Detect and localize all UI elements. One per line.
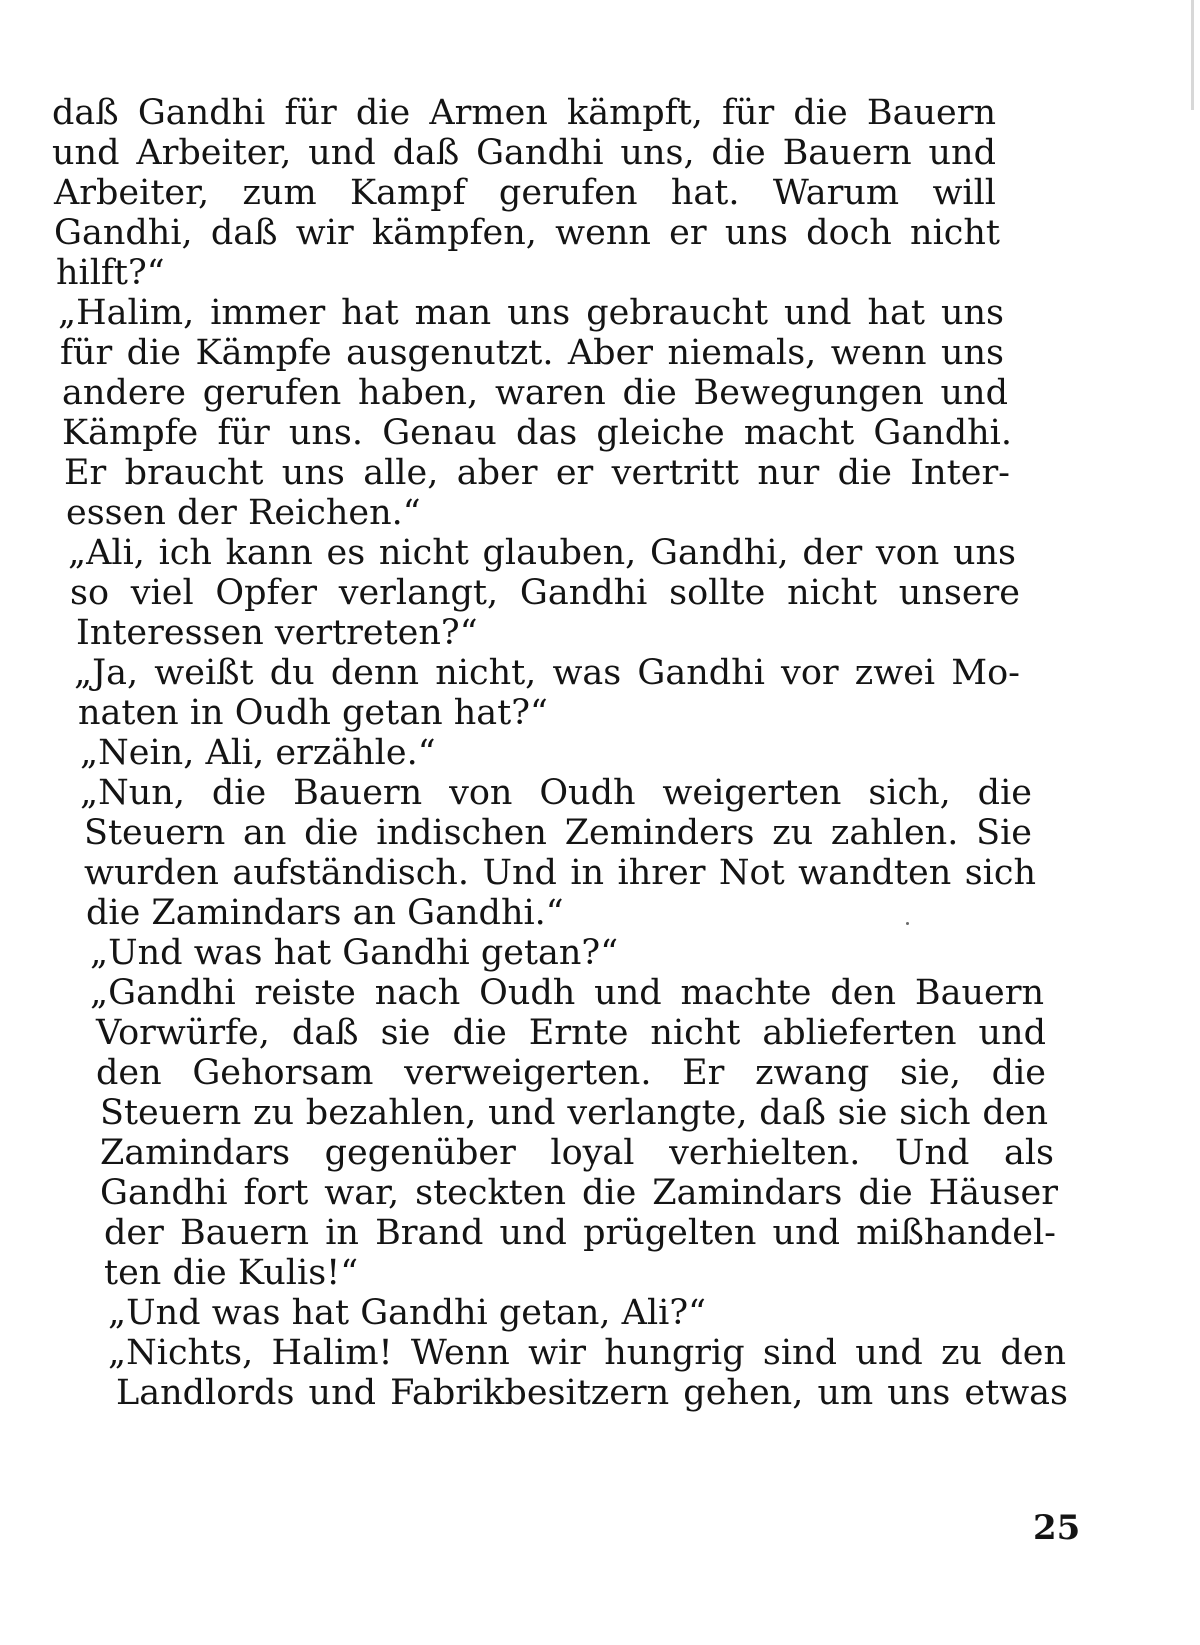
text-line: Arbeiter, zum Kampf gerufen hat. Warum will [54,173,996,213]
text-line: „Und was hat Gandhi getan, Ali?“ [108,1293,707,1333]
text-line: „Ja, weißt du denn nicht, was Gandhi vor zwei Mo- [74,653,1020,693]
text-line: Kämpfe für uns. Genau das gleiche macht Gandhi. [62,413,1012,453]
text-line: wurden aufständisch. Und in ihrer Not wandten sich [84,853,1036,893]
text-line: „Nein, Ali, erzähle.“ [80,733,436,773]
text-line: Zamindars gegenüber loyal verhielten. Und als [100,1133,1054,1173]
text-line: „Nichts, Halim! Wenn wir hungrig sind und zu den [108,1333,1066,1373]
text-line: naten in Oudh getan hat?“ [78,693,548,733]
text-line: Gandhi fort war, steckten die Zamindars die Häuser [100,1173,1058,1213]
text-line: „Und was hat Gandhi getan?“ [90,933,619,973]
page-number: 25 [1033,1508,1081,1548]
text-line: so viel Opfer verlangt, Gandhi sollte nicht unsere [70,573,1020,613]
text-line: für die Kämpfe ausgenutzt. Aber niemals, wenn uns [60,333,1004,373]
text-line: den Gehorsam verweigerten. Er zwang sie, die [96,1053,1046,1093]
text-line: Landlords und Fabrikbesitzern gehen, um uns etwas [116,1373,1068,1413]
text-line: „Gandhi reiste nach Oudh und machte den Bauern [90,973,1044,1013]
text-line: andere gerufen haben, waren die Bewegungen und [62,373,1008,413]
text-line: hilft?“ [56,253,165,293]
text-line: Steuern zu bezahlen, und verlangte, daß sie sich den [100,1093,1048,1133]
text-line: Interessen vertreten?“ [76,613,478,653]
text-line: daß Gandhi für die Armen kämpft, für die Bauern [52,93,996,133]
text-line: der Bauern in Brand und prügelten und mißhandel- [104,1213,1056,1253]
text-line: Steuern an die indischen Zeminders zu zahlen. Sie [84,813,1032,853]
text-line: „Nun, die Bauern von Oudh weigerten sich, die [80,773,1032,813]
text-line: Gandhi, daß wir kämpfen, wenn er uns doch nicht [54,213,1000,253]
text-line: ten die Kulis!“ [104,1253,359,1293]
text-line: und Arbeiter, und daß Gandhi uns, die Bauern und [52,133,996,173]
text-line: „Ali, ich kann es nicht glauben, Gandhi, der von uns [68,533,1016,573]
text-line: die Zamindars an Gandhi.“ [86,893,564,933]
text-line: essen der Reichen.“ [66,493,421,533]
text-line: Er braucht uns alle, aber er vertritt nur die Inter- [64,453,1010,493]
text-line: Vorwürfe, daß sie die Ernte nicht ablieferten und [96,1013,1046,1053]
text-line: „Halim, immer hat man uns gebraucht und hat uns [58,293,1004,333]
